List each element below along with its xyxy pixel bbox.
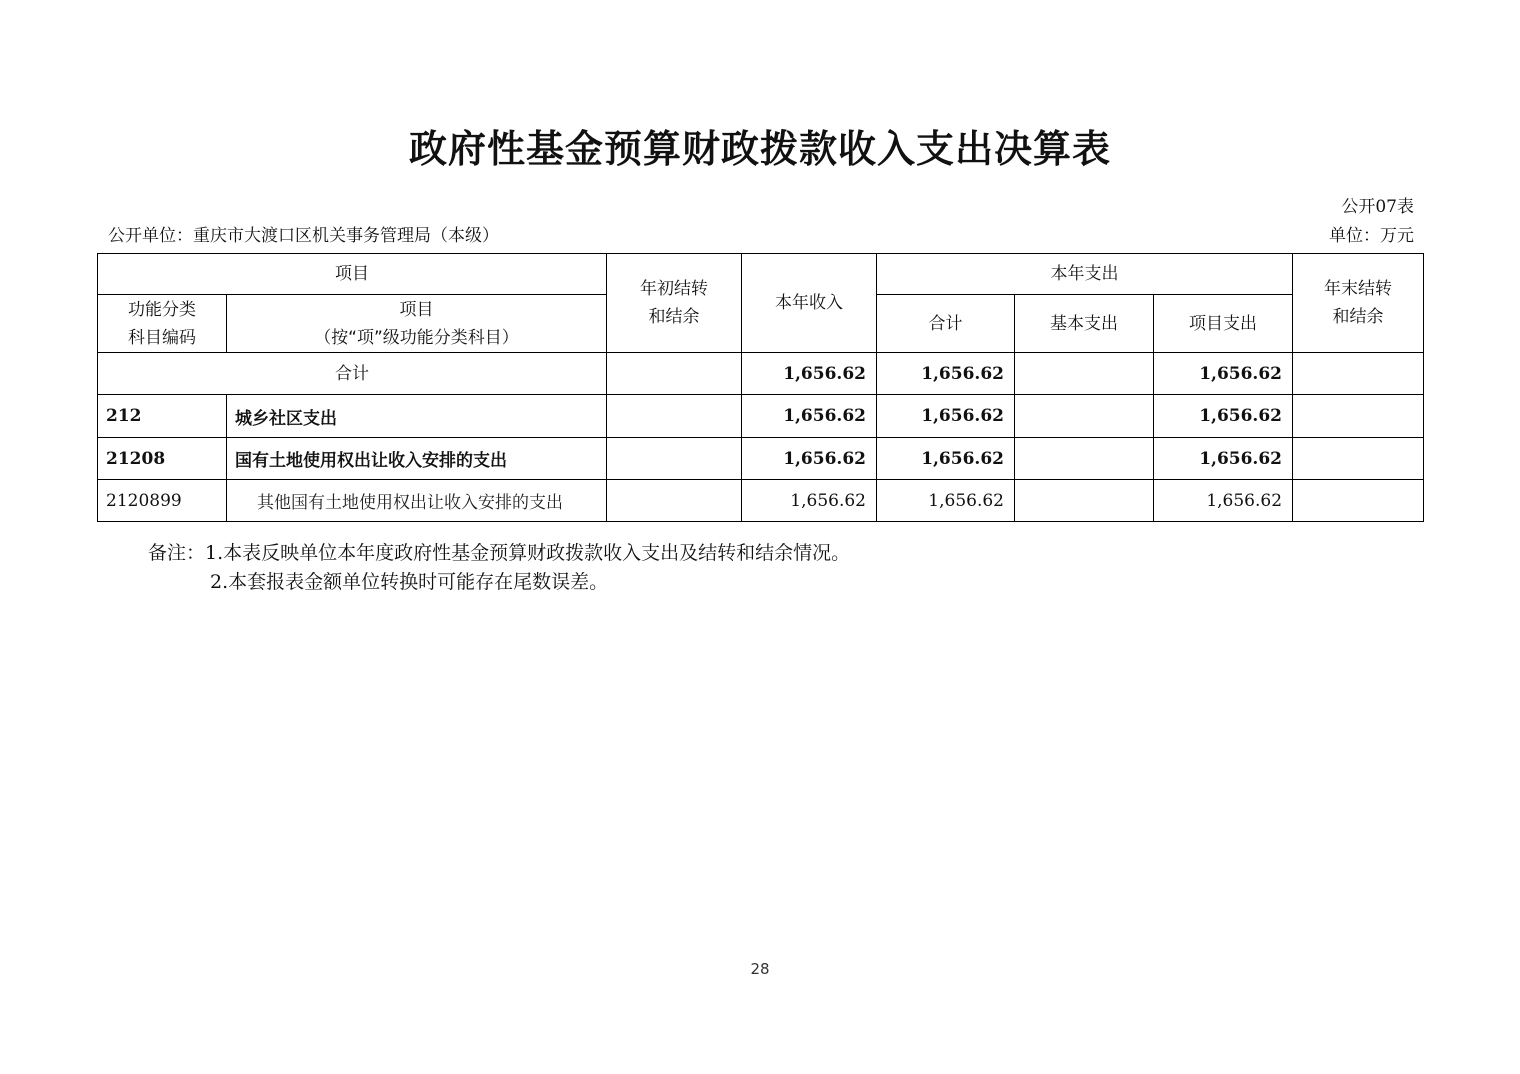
header-name-line2: （按“项”级功能分类科目） (314, 327, 519, 348)
row-name: 其他国有土地使用权出让收入安排的支出 (227, 480, 607, 522)
budget-table (97, 253, 1424, 522)
row-expense-total: 1,656.62 (877, 480, 1015, 522)
total-row (98, 353, 1424, 395)
header-expense-project: 项目支出 (1154, 295, 1293, 353)
row-begin (607, 395, 742, 438)
total-begin (607, 353, 742, 395)
unit-of-measure: 单位：万元 (1329, 226, 1414, 246)
table-row (98, 480, 1424, 522)
note-line-2: 2.本套报表金额单位转换时可能存在尾数误差。 (210, 571, 609, 593)
header-code (98, 295, 227, 353)
row-code: 212 (98, 395, 227, 438)
row-expense-total: 1,656.62 (877, 395, 1015, 438)
header-expense: 本年支出 (877, 254, 1293, 295)
total-expense-total: 1,656.62 (877, 353, 1015, 395)
row-end (1293, 480, 1424, 522)
header-end-balance (1293, 254, 1424, 353)
header-code-line1: 功能分类 (128, 299, 196, 320)
row-expense-project: 1,656.62 (1154, 395, 1293, 438)
row-end (1293, 395, 1424, 438)
row-expense-basic (1015, 395, 1154, 438)
header-begin-balance-line2: 和结余 (648, 307, 700, 327)
header-end-balance-line2: 和结余 (1332, 307, 1384, 327)
row-expense-basic (1015, 480, 1154, 522)
note-line-1: 备注：1.本表反映单位本年度政府性基金预算财政拨款收入支出及结转和结余情况。 (148, 542, 851, 564)
total-expense-basic (1015, 353, 1154, 395)
header-begin-balance (607, 254, 742, 353)
row-income: 1,656.62 (742, 395, 877, 438)
row-name: 城乡社区支出 (227, 395, 607, 438)
reporting-unit: 公开单位：重庆市大渡口区机关事务管理局（本级） (108, 226, 499, 246)
header-begin-balance-line1: 年初结转 (640, 279, 708, 299)
header-item: 项目 (98, 254, 607, 295)
header-name-line1: 项目 (399, 299, 434, 320)
row-begin (607, 480, 742, 522)
page-number: 28 (750, 960, 770, 978)
row-name: 国有土地使用权出让收入安排的支出 (227, 438, 607, 480)
header-row-1 (98, 254, 1424, 295)
header-code-line2: 科目编码 (128, 327, 196, 348)
row-income: 1,656.62 (742, 480, 877, 522)
notes (148, 539, 850, 597)
header-name (227, 295, 607, 353)
total-expense-project: 1,656.62 (1154, 353, 1293, 395)
header-end-balance-line1: 年末结转 (1324, 279, 1393, 299)
row-expense-project: 1,656.62 (1154, 480, 1293, 522)
row-expense-total: 1,656.62 (877, 438, 1015, 480)
table-row (98, 438, 1424, 480)
row-expense-basic (1015, 438, 1154, 480)
row-income: 1,656.62 (742, 438, 877, 480)
header-expense-total: 合计 (877, 295, 1015, 353)
total-end (1293, 353, 1424, 395)
table-number: 公开07表 (1341, 197, 1414, 217)
row-code: 21208 (98, 438, 227, 480)
header-income: 本年收入 (742, 254, 877, 353)
row-begin (607, 438, 742, 480)
page-title: 政府性基金预算财政拨款收入支出决算表 (408, 127, 1111, 171)
total-label: 合计 (98, 353, 607, 395)
total-income: 1,656.62 (742, 353, 877, 395)
row-expense-project: 1,656.62 (1154, 438, 1293, 480)
row-end (1293, 438, 1424, 480)
table-row (98, 395, 1424, 438)
header-expense-basic: 基本支出 (1015, 295, 1154, 353)
row-code: 2120899 (98, 480, 227, 522)
